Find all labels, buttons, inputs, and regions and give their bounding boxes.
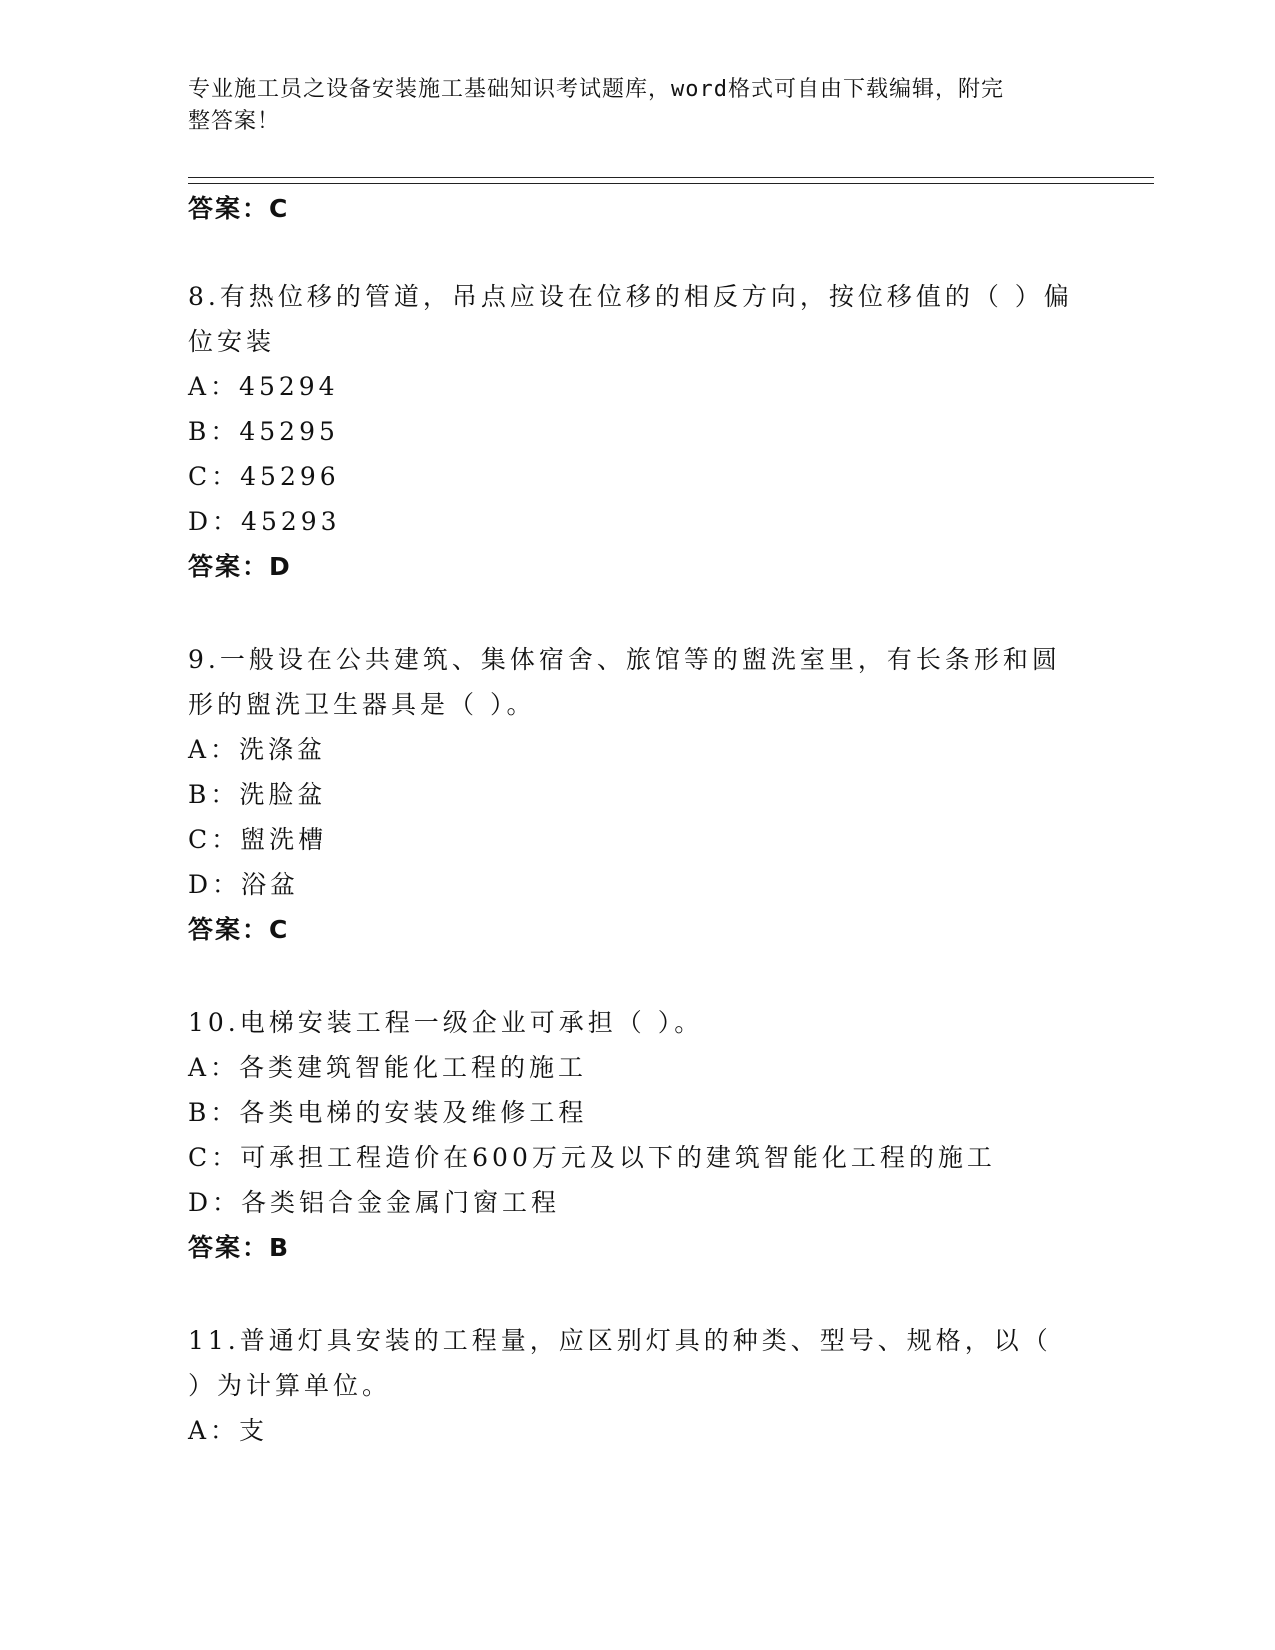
- option-a: A：支: [188, 1416, 269, 1445]
- option-a: A：45294: [188, 372, 339, 401]
- question-text: ）为计算单位。: [188, 1371, 392, 1400]
- question-text: 9.一般设在公共建筑、集体宿舍、旅馆等的盥洗室里，有长条形和圆: [188, 645, 1061, 674]
- option-d: D：浴盆: [188, 870, 300, 899]
- option-d: D：各类铝合金金属门窗工程: [188, 1188, 561, 1217]
- question-text: 11.普通灯具安装的工程量，应区别灯具的种类、型号、规格，以（: [188, 1326, 1052, 1355]
- question-text: 形的盥洗卫生器具是（ ）。: [188, 690, 536, 719]
- header-line-2: 整答案！: [188, 109, 281, 134]
- option-a: A：各类建筑智能化工程的施工: [188, 1053, 588, 1082]
- question-text: 位安装: [188, 327, 276, 356]
- option-b: B：洗脸盆: [188, 780, 327, 809]
- option-d: D：45293: [188, 507, 341, 536]
- option-c: C：盥洗槽: [188, 825, 328, 854]
- answer-line: 答案：C: [188, 915, 290, 944]
- option-c: C：可承担工程造价在600万元及以下的建筑智能化工程的施工: [188, 1143, 996, 1172]
- answer-line: 答案：B: [188, 1233, 291, 1262]
- answer-line: 答案：C: [188, 194, 290, 223]
- option-b: B：45295: [188, 417, 339, 446]
- header-line-1: 专业施工员之设备安装施工基础知识考试题库，word格式可自由下载编辑，附完: [188, 77, 1004, 102]
- header-divider-bottom: [188, 183, 1154, 184]
- option-a: A：洗涤盆: [188, 735, 327, 764]
- document-header: [188, 74, 1088, 138]
- option-c: C：45296: [188, 462, 340, 491]
- header-divider-top: [188, 177, 1154, 178]
- option-b: B：各类电梯的安装及维修工程: [188, 1098, 588, 1127]
- answer-line: 答案：D: [188, 552, 292, 581]
- question-text: 10.电梯安装工程一级企业可承担（ ）。: [188, 1008, 704, 1037]
- question-text: 8.有热位移的管道，吊点应设在位移的相反方向，按位移值的（ ）偏: [188, 282, 1073, 311]
